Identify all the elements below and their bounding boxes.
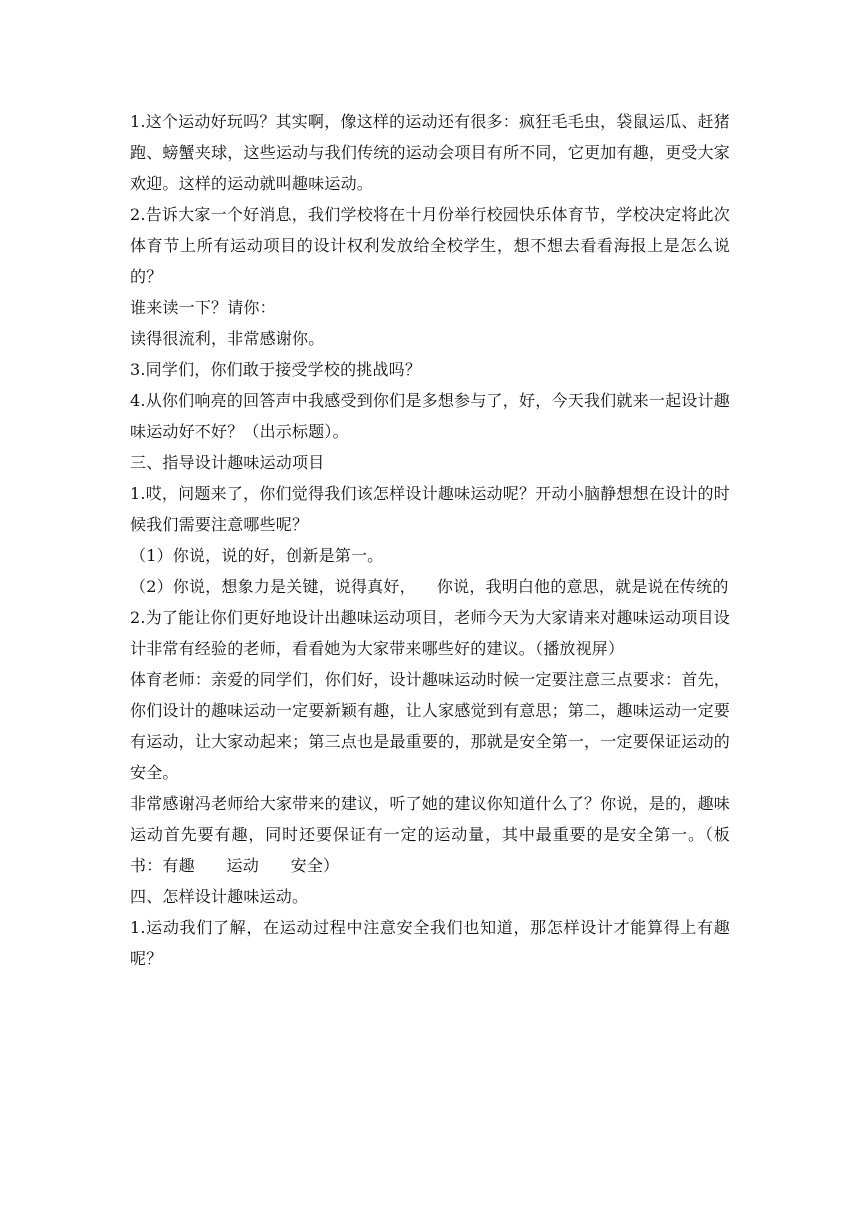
paragraph: 读得很流利，非常感谢你。 [130, 329, 325, 348]
paragraph: 1.哎，问题来了，你们觉得我们该怎样设计趣味运动呢？开动小脑静想想在设计的时候我们需要注意哪些呢？ [130, 484, 730, 534]
section-heading: 三、指导设计趣味运动项目 [130, 453, 325, 472]
paragraph: 体育老师：亲爱的同学们，你们好，设计趣味运动时候一定要注意三点要求：首先，你们设计的趣味运动一定要新颖有趣，让人家感觉到有意思；第二，趣味运动一定要有运动，让大家动起来；第三点也是最重要的，那就是安全第一，一定要保证运动的安全。 [130, 670, 730, 782]
document-body [130, 106, 730, 974]
paragraph: 谁来读一下？请你： [130, 298, 276, 317]
section-heading: 四、怎样设计趣味运动。 [130, 887, 309, 906]
paragraph: 3.同学们，你们敢于接受学校的挑战吗？ [130, 360, 422, 379]
paragraph: 非常感谢冯老师给大家带来的建议，听了她的建议你知道什么了？你说，是的，趣味运动首先要有趣，同时还要保证有一定的运动量，其中最重要的是安全第一。（板书：有趣 运动 安全） [130, 794, 730, 875]
paragraph: （1）你说，说的好，创新是第一。 [130, 546, 384, 565]
paragraph: （2）你说，想象力是关键，说得真好， 你说，我明白他的意思，就是说在传统的 [130, 577, 729, 596]
paragraph: 2.为了能让你们更好地设计出趣味运动项目，老师今天为大家请来对趣味运动项目设计非常有经验的老师，看看她为大家带来哪些好的建议。（播放视屏） [130, 608, 730, 658]
paragraph: 2.告诉大家一个好消息，我们学校将在十月份举行校园快乐体育节，学校决定将此次体育节上所有运动项目的设计权利发放给全校学生，想不想去看看海报上是怎么说的？ [130, 205, 730, 286]
paragraph: 1.这个运动好玩吗？其实啊，像这样的运动还有很多：疯狂毛毛虫，袋鼠运瓜、赶猪跑、螃蟹夹球，这些运动与我们传统的运动会项目有所不同，它更加有趣，更受大家欢迎。这样的运动就叫趣味运动。 [130, 112, 730, 193]
paragraph: 1.运动我们了解，在运动过程中注意安全我们也知道，那怎样设计才能算得上有趣呢？ [130, 918, 730, 968]
paragraph: 4.从你们响亮的回答声中我感受到你们是多想参与了，好，今天我们就来一起设计趣味运动好不好？（出示标题）。 [130, 391, 730, 441]
